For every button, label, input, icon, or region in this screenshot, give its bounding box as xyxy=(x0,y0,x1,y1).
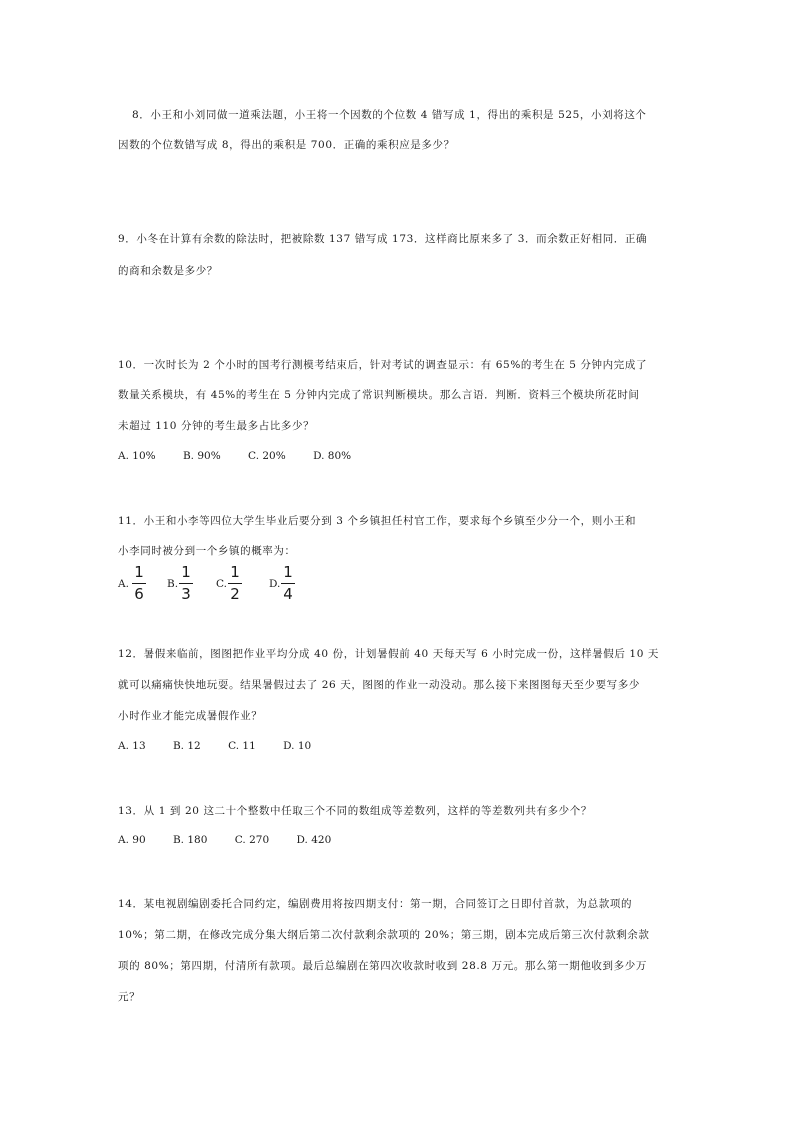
fraction-bar xyxy=(281,583,295,584)
option-d: D. 420 xyxy=(296,834,332,846)
question-10-line-2: 数量关系模块，有 45%的考生在 5 分钟内完成了常识判断模块。那么言语．判断．资料三个模块所花时间 xyxy=(118,389,640,401)
question-13-options xyxy=(118,834,355,846)
numerator: 1 xyxy=(283,563,293,581)
fraction-bar xyxy=(228,583,242,584)
option-c: C. 270 xyxy=(234,834,270,846)
question-12-options xyxy=(118,740,335,752)
denominator: 4 xyxy=(283,585,293,603)
fraction-bar xyxy=(179,583,193,584)
question-10-line-3: 未超过 110 分钟的考生最多占比多少？ xyxy=(118,420,315,432)
fraction xyxy=(281,563,295,604)
question-9-line-1: 9．小冬在计算有余数的除法时，把被除数 137 错写成 173．这样商比原来多了 3．而余数正好相同．正确 xyxy=(118,233,648,245)
question-8-line-1: 8．小王和小刘同做一道乘法题，小王将一个因数的个位数 4 错写成 1，得出的乘积是 525，小刘将这个 xyxy=(132,109,647,121)
question-11-line-1: 11．小王和小李等四位大学生毕业后要分到 3 个乡镇担任村官工作，要求每个乡镇至少分一个，则小王和 xyxy=(118,515,637,527)
question-11-line-2: 小李同时被分到一个乡镇的概率为： xyxy=(118,545,296,557)
numerator: 1 xyxy=(134,563,144,581)
question-10-line-1: 10．一次时长为 2 个小时的国考行测模考结束后，针对考试的调查显示：有 65%的考生在 5 分钟内完成了 xyxy=(118,359,648,371)
option-letter: B. xyxy=(167,578,179,590)
numerator: 1 xyxy=(181,563,191,581)
denominator: 6 xyxy=(134,585,144,603)
question-13-line-1: 13．从 1 到 20 这二十个整数中任取三个不同的数组成等差数列，这样的等差数列共有多少个？ xyxy=(118,805,592,817)
option-b: B. 12 xyxy=(172,740,201,752)
option-a: A. 90 xyxy=(118,834,146,846)
option-letter: C. xyxy=(216,578,227,590)
option-letter: A. xyxy=(118,578,129,590)
numerator: 1 xyxy=(230,563,240,581)
option-a: A. 13 xyxy=(118,740,146,752)
question-12-line-2: 就可以痛痛快快地玩耍。结果暑假过去了 26 天，图图的作业一动没动。那么接下来图图每天至少要写多少 xyxy=(118,679,640,691)
question-10-options xyxy=(118,450,375,462)
question-14-line-4: 元？ xyxy=(118,991,141,1003)
option-d: D. 10 xyxy=(283,740,312,752)
option-d: D. 80% xyxy=(313,450,352,462)
option-b: B. 180 xyxy=(172,834,208,846)
fraction xyxy=(228,563,242,604)
question-14-line-2: 10%；第二期，在修改完成分集大纲后第二次付款剩余款项的 20%；第三期，剧本完成后第三次付款剩余款 xyxy=(118,929,650,941)
option-c: C. 11 xyxy=(228,740,256,752)
denominator: 2 xyxy=(230,585,240,603)
question-9-line-2: 的商和余数是多少？ xyxy=(118,265,218,277)
option-letter: D. xyxy=(269,578,281,590)
question-14-line-3: 项的 80%；第四期，付清所有款项。最后总编剧在第四次收款时收到 28.8 万元。那么第一期他收到多少万 xyxy=(118,960,647,972)
fraction-bar xyxy=(132,583,146,584)
option-b: B. 90% xyxy=(182,450,221,462)
option-a: A. 10% xyxy=(118,450,156,462)
question-14-line-1: 14．某电视剧编剧委托合同约定，编剧费用将按四期支付：第一期，合同签订之日即付首款，为总款项的 xyxy=(118,898,633,910)
question-12-line-1: 12．暑假来临前，图图把作业平均分成 40 份，计划暑假前 40 天每天写 6 小时完成一份，这样暑假后 10 天 xyxy=(118,648,660,660)
denominator: 3 xyxy=(181,585,191,603)
option-c: C. 20% xyxy=(248,450,286,462)
question-12-line-3: 小时作业才能完成暑假作业？ xyxy=(118,710,263,722)
fraction xyxy=(179,563,193,604)
question-8-line-2: 因数的个位数错写成 8，得出的乘积是 700．正确的乘积应是多少？ xyxy=(118,139,455,151)
fraction xyxy=(132,563,146,604)
